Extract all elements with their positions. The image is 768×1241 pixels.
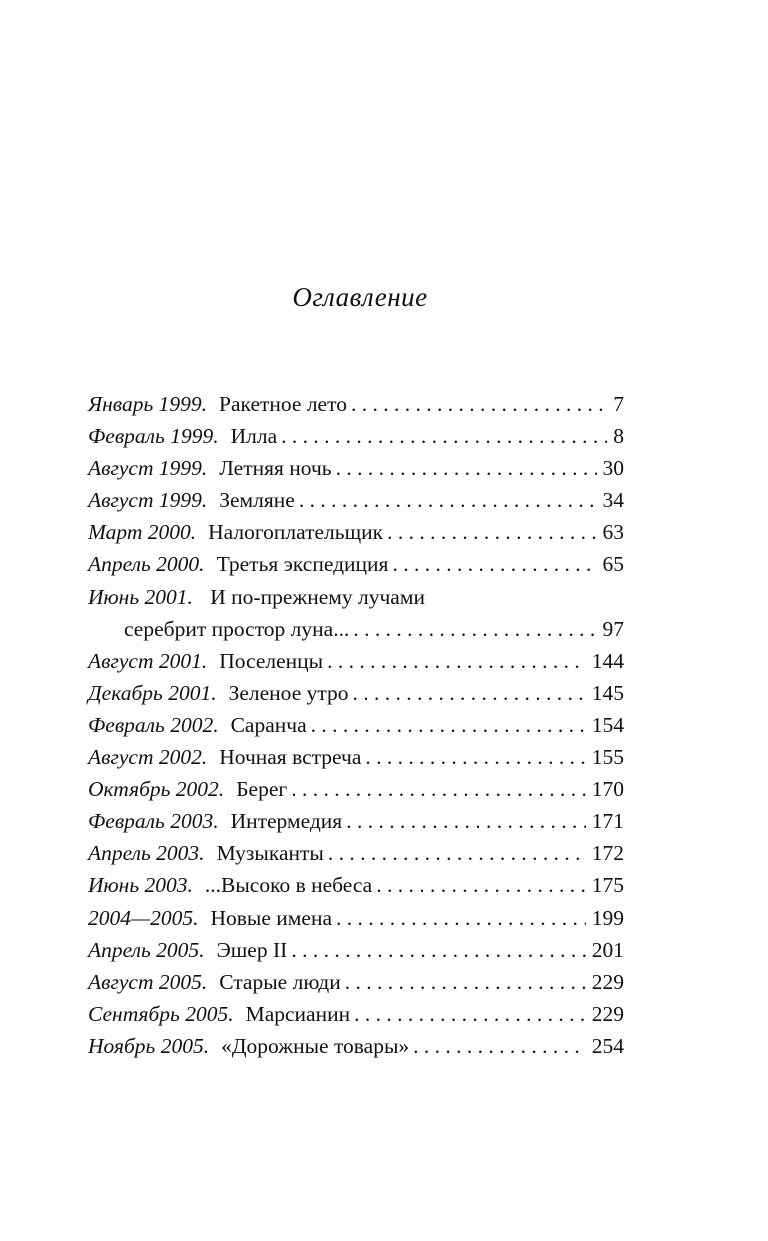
entry-chapter: Эшер II — [216, 937, 288, 962]
entry-chapter: Налогоплательщик — [208, 520, 384, 545]
toc-entry — [88, 1030, 624, 1062]
dot-leader — [327, 645, 586, 677]
dot-leader — [291, 773, 586, 805]
entry-page: 229 — [591, 969, 624, 994]
toc-entry — [88, 452, 624, 484]
entry-chapter: И по-прежнему лучами — [210, 584, 425, 609]
entry-date: Август 2001. — [88, 648, 208, 673]
dot-leader — [328, 837, 586, 869]
entry-page: 30 — [602, 456, 624, 481]
toc-entry — [88, 516, 624, 548]
entry-date: Март 2000. — [88, 520, 197, 545]
entry-page: 199 — [591, 905, 624, 930]
dot-leader — [353, 613, 596, 645]
toc-entry — [88, 902, 624, 934]
entry-chapter: Марсианин — [245, 1001, 351, 1026]
entry-page: 7 — [613, 392, 624, 416]
entry-date: Апрель 2005. — [88, 937, 205, 962]
entry-chapter: Илла — [230, 424, 278, 449]
dot-leader — [345, 966, 586, 998]
entry-page: 144 — [591, 648, 624, 673]
entry-chapter: Берег — [236, 777, 288, 802]
entry-page: 155 — [591, 745, 624, 770]
entry-date: 2004—2005. — [88, 905, 199, 930]
entry-chapter: Саранча — [230, 712, 307, 737]
entry-chapter: Зеленое утро — [228, 680, 349, 705]
entry-page: 171 — [591, 809, 624, 834]
dot-leader — [376, 869, 586, 901]
dot-leader — [311, 709, 586, 741]
entry-date: Апрель 2000. — [88, 552, 205, 577]
toc-entry — [88, 998, 624, 1030]
toc-entry — [88, 388, 624, 420]
toc-entry — [88, 709, 624, 741]
dot-leader — [387, 516, 596, 548]
entry-page: 34 — [602, 488, 624, 513]
entry-date: Июнь 2003. — [88, 873, 193, 898]
entry-date: Январь 1999. — [88, 392, 208, 416]
entry-chapter: Поселенцы — [219, 648, 324, 673]
dot-leader — [299, 484, 597, 516]
entry-date: Февраль 2003. — [88, 809, 219, 834]
entry-page: 65 — [602, 552, 624, 577]
entry-page: 201 — [591, 937, 624, 962]
dot-leader — [354, 998, 586, 1030]
dot-leader — [413, 1030, 586, 1062]
toc-entry — [88, 934, 624, 966]
toc-entry — [88, 805, 624, 837]
entry-date: Ноябрь 2005. — [88, 1033, 210, 1058]
dot-leader — [291, 934, 585, 966]
toc-entry — [88, 420, 624, 452]
entry-page: 97 — [602, 616, 624, 641]
entry-date: Август 2005. — [88, 969, 208, 994]
entry-page: 63 — [602, 520, 624, 545]
dot-leader — [365, 741, 585, 773]
entry-chapter: Ночная встреча — [219, 745, 362, 770]
toc-entry — [88, 966, 624, 998]
entry-chapter: Третья экспедиция — [216, 552, 389, 577]
dot-leader — [392, 548, 596, 580]
toc-entry — [88, 837, 624, 869]
entry-date: Апрель 2003. — [88, 841, 205, 866]
dot-leader — [336, 452, 597, 484]
toc-entry-continuation — [88, 613, 624, 645]
entry-chapter: Старые люди — [219, 969, 341, 994]
entry-page: 229 — [591, 1001, 624, 1026]
entry-page: 8 — [613, 424, 624, 449]
entry-chapter: Музыканты — [216, 841, 324, 866]
entry-chapter: Новые имена — [210, 905, 332, 930]
entry-chapter: Ракетное лето — [219, 392, 347, 416]
entry-page: 145 — [591, 680, 624, 705]
entry-chapter: Земляне — [219, 488, 295, 513]
entry-chapter: ...Высоко в небеса — [204, 873, 373, 898]
dot-leader — [353, 677, 586, 709]
toc-entry — [88, 773, 624, 805]
toc-title: Оглавление — [292, 282, 428, 312]
toc-entry — [88, 869, 624, 901]
entry-page: 170 — [591, 777, 624, 802]
dot-leader — [351, 388, 607, 420]
dot-leader — [336, 902, 586, 934]
entry-date: Декабрь 2001. — [88, 680, 217, 705]
toc-entry — [88, 741, 624, 773]
toc-list — [88, 388, 624, 1062]
entry-date: Октябрь 2002. — [88, 777, 225, 802]
entry-date: Февраль 1999. — [88, 424, 219, 449]
entry-chapter: Летняя ночь — [219, 456, 332, 481]
toc-entry — [88, 548, 624, 580]
entry-date: Сентябрь 2005. — [88, 1001, 234, 1026]
entry-date: Февраль 2002. — [88, 712, 219, 737]
entry-chapter-continuation: серебрит простор луна... — [124, 616, 350, 641]
toc-entry — [88, 645, 624, 677]
entry-chapter: Интермедия — [230, 809, 343, 834]
dot-leader — [346, 805, 586, 837]
dot-leader — [281, 420, 607, 452]
entry-page: 172 — [591, 841, 624, 866]
entry-date: Июнь 2001. — [88, 584, 193, 609]
toc-entry — [88, 581, 624, 613]
entry-page: 154 — [591, 712, 624, 737]
entry-chapter: «Дорожные товары» — [221, 1033, 410, 1058]
entry-page: 254 — [591, 1033, 624, 1058]
entry-date: Август 2002. — [88, 745, 208, 770]
entry-date: Август 1999. — [88, 456, 208, 481]
toc-entry — [88, 484, 624, 516]
toc-entry — [88, 677, 624, 709]
entry-page: 175 — [591, 873, 624, 898]
entry-date: Август 1999. — [88, 488, 208, 513]
